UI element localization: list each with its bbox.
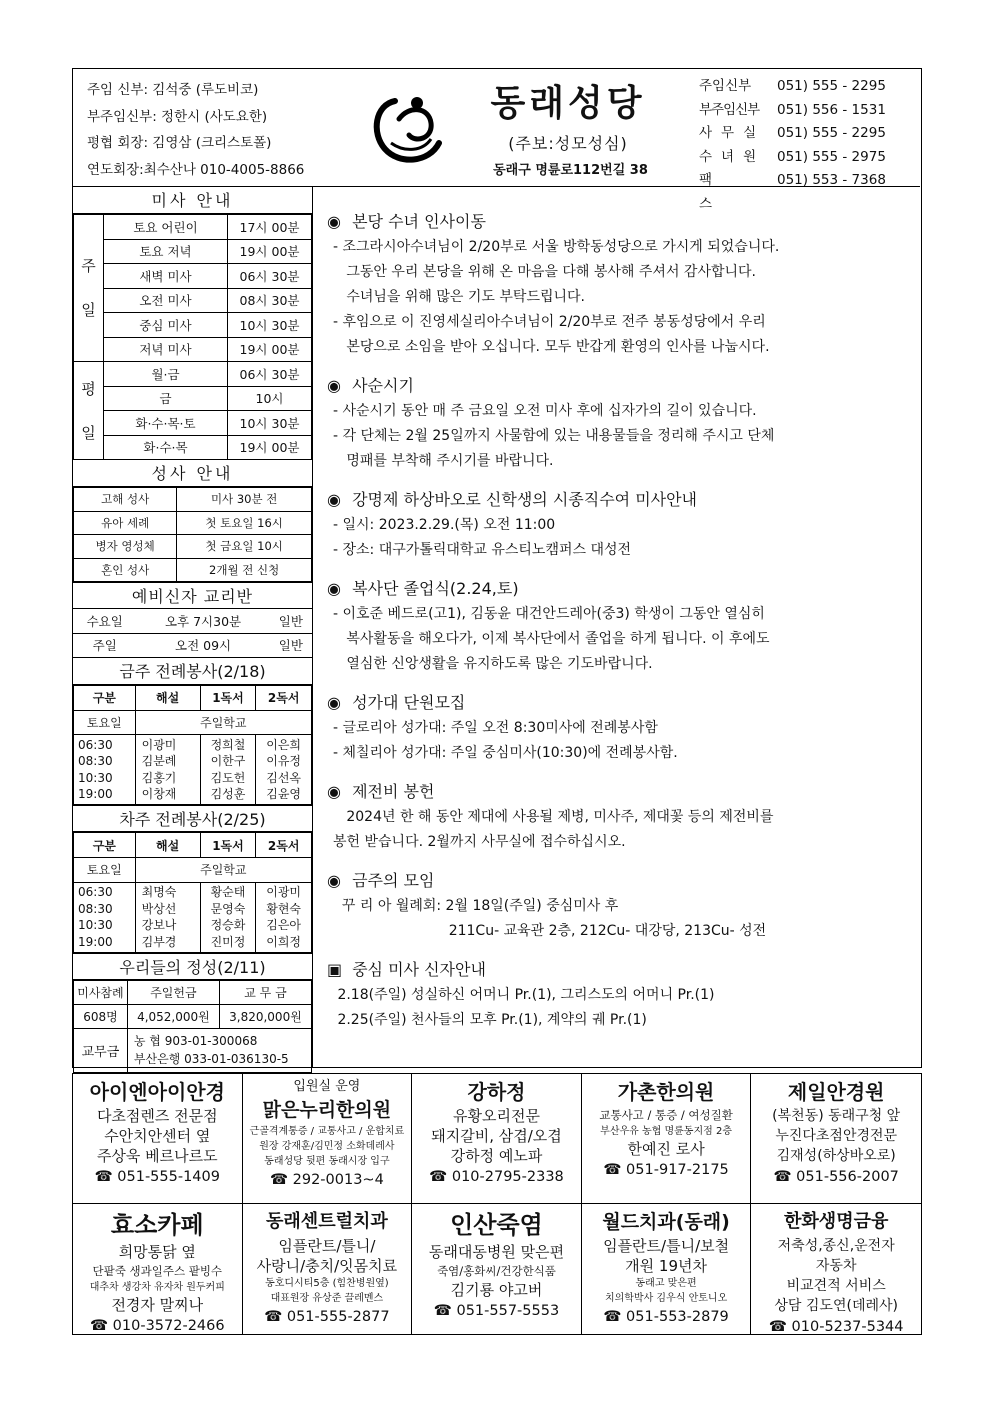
clergy-line: 연도회장:최수산나 010-4005-8866: [87, 161, 305, 178]
notice-title: 제전비 봉헌: [352, 782, 435, 801]
ad-name: 제일안경원: [787, 1080, 885, 1104]
notice-title: 성가대 단원모집: [352, 693, 466, 712]
catechumen-type: 일반: [278, 638, 303, 653]
clergy-line: 부주임신부: 정한시 (사도요한): [87, 108, 268, 125]
ad-line: 상담 김도연(데레사): [774, 1298, 898, 1314]
ad-phone: ☎ 051-553-2879: [603, 1309, 729, 1325]
bullet-icon: ◉: [327, 376, 341, 395]
ad-name: 효소카페: [110, 1211, 204, 1239]
mass-time: 06시 30분: [228, 264, 312, 289]
ad-line: 유황오리전문: [453, 1107, 540, 1125]
ad-phone: ☎ 051-555-1409: [94, 1169, 220, 1185]
ad-line: 누진다초점안경전문: [775, 1128, 898, 1144]
ad-name: 인산죽염: [450, 1211, 543, 1239]
ad-tiny: 부산우유 농협 명륜동지점 2층: [600, 1126, 732, 1137]
ad-name: 가촌한의원: [617, 1080, 715, 1104]
ad-box: [73, 1074, 243, 1204]
parish-title: 동래성당: [490, 83, 646, 124]
ad-line: 전경자 말찌나: [111, 1296, 204, 1314]
bank-account: 농 협 903-01-300068: [133, 1034, 258, 1048]
service-next-table: [73, 832, 312, 953]
col-header: 2독서: [256, 833, 312, 858]
ad-line: 임플란트/틀니/보철: [603, 1237, 730, 1255]
catechumen-day: 주일: [92, 638, 117, 653]
clergy-line: 주임 신부: 김석중 (루도비코): [87, 82, 259, 98]
notice-title: 강명제 하상바오로 신학생의 시종직수여 미사안내: [352, 490, 698, 509]
weekday-label: 평 일: [74, 362, 104, 460]
notice-title: 금주의 모임: [352, 871, 435, 890]
ad-tiny: 동래성당 뒷편 동래시장 입구: [264, 1156, 390, 1167]
notice: [327, 373, 917, 474]
mass-table: [73, 214, 312, 460]
contact-row: [699, 75, 914, 99]
saturday-label: 토요일: [74, 710, 136, 735]
ad-phone: ☎ 051-555-2877: [264, 1309, 390, 1325]
offering-header: 주일헌금: [127, 980, 219, 1004]
contact-row: [699, 146, 914, 170]
offering-value: 4,052,000원: [127, 1004, 219, 1028]
mass-name: 금: [104, 386, 228, 411]
ad-tiny: 죽염/홍화씨/건강한식품: [437, 1264, 556, 1278]
ad-tiny: 대추차 생강차 유자차 원두커피: [89, 1282, 225, 1293]
mass-name: 토요 저녁: [104, 239, 228, 264]
service-col: 이광미 김분례 김홍기 이창재: [135, 735, 200, 805]
bulletin-frame: [72, 68, 922, 1068]
notice-body: 꾸 리 아 월례회: 2월 18일(주일) 중심미사 후 211Cu- 교육관 2층, 212Cu- 대강당, 213Cu- 성전: [341, 898, 767, 939]
sacrament-name: 고해 성사: [74, 488, 177, 512]
col-header: 구분: [74, 833, 136, 858]
ad-line: 한예진 로사: [627, 1140, 705, 1158]
sacrament-when: 첫 금요일 10시: [177, 535, 312, 559]
service-this-table: [73, 685, 312, 806]
bank-account: 부산은행 033-01-036130-5: [133, 1052, 289, 1066]
ad-line: 사랑니/충치/잇몸치료: [256, 1257, 398, 1275]
contact-phone: 051) 555 - 2295: [777, 78, 886, 94]
contact-phone: 051) 556 - 1531: [777, 101, 886, 118]
square-bullet-icon: ▣: [327, 960, 343, 979]
sacrament-when: 첫 토요일 16시: [177, 511, 312, 535]
contact-label: 주임신부: [699, 78, 752, 94]
sacrament-name: 혼인 성사: [74, 558, 177, 582]
notice: [327, 868, 917, 944]
notice-heading: [327, 373, 917, 399]
mass-name: 월·금: [104, 362, 228, 387]
notice-body: - 일시: 2023.2.29.(목) 오전 11:00 - 장소: 대구가톨릭대학교 유스티노캠퍼스 대성전: [333, 517, 632, 558]
notice: [327, 487, 917, 563]
notice-heading: [327, 487, 917, 513]
service-col: 정희철 이한구 김도헌 김성훈: [200, 735, 256, 805]
mass-time: 10시 30분: [228, 411, 312, 436]
ad-tiny: 원장 강재훈/김민정 소화데레사: [259, 1141, 395, 1152]
ad-line: (복천동) 동래구청 앞: [772, 1108, 901, 1124]
offering-table: [73, 980, 312, 1073]
contact-label: 수녀원: [699, 148, 766, 165]
ad-line: 비교견적 서비스: [786, 1278, 886, 1294]
ad-line: 임플란트/틀니/: [278, 1237, 376, 1255]
notice-heading: [327, 576, 917, 602]
notice: [327, 957, 917, 1033]
ad-phone: ☎ 010-3572-2466: [89, 1318, 225, 1334]
service-col: 이광미 황현숙 김은아 이희정: [256, 882, 312, 952]
notice-heading: [327, 957, 917, 983]
ad-line: 김기룡 야고버: [450, 1281, 543, 1299]
saturday-value: 주일학교: [135, 858, 311, 883]
bullet-icon: ◉: [327, 782, 341, 801]
bullet-icon: ◉: [327, 871, 341, 890]
service-col: 이은희 이유정 김선옥 김윤영: [256, 735, 312, 805]
contact-phone: 051) 555 - 2975: [777, 148, 886, 165]
ad-phone: ☎ 051-557-5553: [433, 1303, 560, 1319]
contact-label: 팩스: [699, 172, 739, 212]
ad-line: 돼지갈비, 삼겹/오겹: [431, 1127, 562, 1145]
ad-line: 희망통닭 옆: [118, 1243, 196, 1261]
offering-header: 미사참례: [74, 980, 128, 1004]
mass-time: 17시 00분: [228, 215, 312, 240]
ad-tiny: 동호디시티5층 (힘찬병원옆): [265, 1278, 389, 1289]
bullet-icon: ◉: [327, 693, 341, 712]
notice-body: - 사순시기 동안 매 주 금요일 오전 미사 후에 십자가의 길이 있습니다. - 각 단체는 2월 25일까지 사물함에 있는 내용물들을 정리해 주시고 단체 명패를 부착해 주시기를 바랍니다.: [333, 403, 775, 469]
notice-body: - 조그라시아수녀님이 2/20부로 서울 방학동성당으로 가시게 되었습니다. 그동안 우리 본당을 위해 온 마음을 다해 봉사해 주셔서 감사합니다. 수녀님을 위해 많은 기도 부탁드립니다. - 후임으로 이 진영세실리아수녀님이 2/20부로 전주 봉동성당에서 우리 본당으로 소임을 받아 오십니다. 모두 반갑게 환영의 인사를 나눕시다.: [333, 239, 780, 355]
ad-phone: ☎ 292-0013~4: [269, 1172, 384, 1188]
service-times: 06:30 08:30 10:30 19:00: [74, 882, 136, 952]
contact-phone: 051) 553 - 7368: [777, 172, 886, 188]
col-header: 구분: [74, 685, 136, 710]
ad-name: 월드치과(동래): [602, 1211, 730, 1233]
clergy-list: [87, 77, 377, 183]
catechumen-table: [73, 609, 312, 658]
ad-tiny: 동래고 맞은편: [635, 1278, 697, 1289]
notice-heading: [327, 779, 917, 805]
ad-phone: ☎ 051-556-2007: [773, 1169, 899, 1185]
notice-heading: [327, 690, 917, 716]
notice-title: 복사단 졸업식(2.24,토): [352, 579, 519, 598]
ad-pre: 입원실 운영: [293, 1079, 361, 1094]
contact-label: 부주임신부: [699, 101, 760, 118]
sacrament-name: 병자 영성체: [74, 535, 177, 559]
mass-time: 19시 00분: [228, 239, 312, 264]
notice-heading: [327, 868, 917, 894]
sacrament-title: 성사 안내: [73, 460, 312, 487]
ad-box: [73, 1204, 243, 1334]
col-header: 1독서: [200, 833, 256, 858]
left-column: [73, 187, 313, 1067]
ad-phone: ☎ 010-5237-5344: [768, 1319, 904, 1334]
catechumen-day: 수요일: [86, 613, 123, 629]
ad-box: [243, 1204, 413, 1334]
mass-time: 10시: [228, 386, 312, 411]
sacrament-table: [73, 487, 312, 582]
notice-body: 2024년 한 해 동안 제대에 사용될 제병, 미사주, 제대꽃 등의 제전비를 봉헌 받습니다. 2월까지 사무실에 접수하십시오.: [333, 809, 774, 850]
bullet-icon: ◉: [327, 579, 341, 598]
ad-tiny: 대표원장 유상준 끌레멘스: [270, 1293, 384, 1304]
catechumen-time: 오후 7시30분: [164, 613, 242, 629]
ad-box: [243, 1074, 413, 1204]
mass-time: 19시 00분: [228, 435, 312, 460]
mass-time: 08시 30분: [228, 288, 312, 313]
notice-body: - 글로리아 성가대: 주일 오전 8:30미사에 전례봉사함 - 체칠리아 성가대: 주일 중심미사(10:30)에 전례봉사함.: [333, 720, 678, 761]
mass-time: 19시 00분: [228, 337, 312, 362]
catechumen-time: 오전 09시: [175, 638, 232, 653]
offering-title: 우리들의 정성(2/11): [73, 953, 312, 980]
service-col: 황순태 문영숙 정승화 진미정: [200, 882, 256, 952]
saturday-label: 토요일: [74, 858, 136, 883]
sacrament-when: 미사 30분 전: [177, 488, 312, 512]
col-header: 2독서: [256, 685, 312, 710]
address: 동래구 명륜로112번길 38: [493, 163, 648, 178]
contact-row: [699, 99, 914, 123]
contact-label: 사무실: [699, 125, 766, 141]
mass-title: 미사 안내: [73, 187, 312, 214]
service-next-title: 차주 전례봉사(2/25): [73, 805, 312, 832]
ad-phone: ☎ 051-917-2175: [603, 1162, 729, 1178]
contact-list: [699, 75, 914, 216]
ad-tiny: 단팥죽 생과일주스 팥빙수: [92, 1264, 223, 1278]
notice-title: 본당 수녀 인사이동: [352, 212, 486, 231]
clergy-line: 평협 회장: 김영삼 (크리스토폴): [87, 135, 272, 151]
notice-body: 2.18(주일) 성실하신 어머니 Pr.(1), 그리스도의 어머니 Pr.(1) 2.25(주일) 천사들의 모후 Pr.(1), 계약의 궤 Pr.(1): [337, 987, 715, 1028]
mass-name: 화·수·목: [104, 435, 228, 460]
ad-phone: ☎ 010-2795-2338: [429, 1169, 564, 1185]
ad-line: 동래대동병원 맞은편: [428, 1243, 565, 1261]
ad-box: [412, 1074, 582, 1204]
parish-logo-icon: [365, 83, 455, 173]
ad-name: 동래센트럴치과: [266, 1211, 388, 1232]
ad-tiny: 교통사고 / 통증 / 여성질환: [599, 1108, 733, 1122]
col-header: 해설: [135, 685, 200, 710]
notice: [327, 690, 917, 766]
tithe-label: 교무금: [74, 1028, 128, 1072]
ad-line: 김재성(하상바오로): [776, 1148, 896, 1164]
offering-value: 3,820,000원: [219, 1004, 311, 1028]
notice: [327, 779, 917, 855]
ad-tiny: 치의학박사 김우식 안토니오: [604, 1293, 728, 1304]
sacrament-when: 2개월 전 신청: [177, 558, 312, 582]
ad-name: 아이엔아이안경: [89, 1080, 225, 1104]
bullet-icon: ◉: [327, 212, 341, 231]
service-times: 06:30 08:30 10:30 19:00: [74, 735, 136, 805]
ad-box: [582, 1204, 752, 1334]
catechumen-type: 일반: [278, 613, 303, 629]
ad-line: 다초점렌즈 전문점: [96, 1107, 218, 1125]
mass-name: 오전 미사: [104, 288, 228, 313]
ad-tiny: 근골격계통증 / 교통사고 / 운합치료: [249, 1126, 405, 1137]
ad-line: 저축성,종신,운전자: [777, 1238, 895, 1254]
notice: [327, 209, 917, 360]
ad-name: 강하정: [467, 1080, 526, 1104]
ad-line: 개원 19년차: [625, 1257, 707, 1275]
mass-name: 중심 미사: [104, 313, 228, 338]
contact-row: [699, 122, 914, 146]
notice-body: - 이호준 베드로(고1), 김동윤 대건안드레아(중3) 학생이 그동안 열심히 복사활동을 해오다가, 이제 복사단에서 졸업을 하게 됩니다. 이 후에도 열심한 신앙생활을 유지하도록 많은 기도바랍니다.: [333, 606, 770, 672]
mass-name: 저녁 미사: [104, 337, 228, 362]
notice-title: 사순시기: [352, 376, 414, 395]
col-header: 1독서: [200, 685, 256, 710]
ad-box: [751, 1074, 921, 1204]
catechumen-title: 예비신자 교리반: [73, 582, 312, 609]
ad-box: [582, 1074, 752, 1204]
notices-column: [327, 209, 917, 1046]
mass-time: 10시 30분: [228, 313, 312, 338]
notice: [327, 576, 917, 677]
mass-name: 화·수·목·토: [104, 411, 228, 436]
ad-line: 주상욱 베르나르도: [96, 1147, 218, 1165]
ad-name: 한화생명금융: [784, 1211, 889, 1232]
notice-heading: [327, 209, 917, 235]
bank-accounts: [127, 1028, 311, 1072]
notice-title: 중심 미사 신자안내: [352, 960, 486, 979]
offering-value: 608명: [74, 1004, 128, 1028]
ad-line: 강하정 예노파: [450, 1147, 543, 1165]
mass-name: 토요 어린이: [104, 215, 228, 240]
mass-name: 새벽 미사: [104, 264, 228, 289]
col-header: 해설: [135, 833, 200, 858]
ad-box: [751, 1204, 921, 1334]
ad-line: 자동차: [815, 1258, 857, 1274]
sunday-label: 주 일: [74, 215, 104, 362]
contact-phone: 051) 555 - 2295: [777, 125, 886, 141]
bullet-icon: ◉: [327, 490, 341, 509]
patron-saint: (주보:성모성심): [508, 134, 628, 153]
ad-box: [412, 1204, 582, 1334]
ad-name: 맑은누리한의원: [262, 1099, 392, 1121]
offering-header: 교 무 금: [219, 980, 311, 1004]
ad-line: 수안치안센터 옆: [104, 1127, 211, 1145]
ads-grid: [72, 1073, 922, 1335]
sacrament-name: 유아 세례: [74, 511, 177, 535]
service-col: 최명숙 박상선 강보나 김부경: [135, 882, 200, 952]
saturday-value: 주일학교: [135, 710, 311, 735]
mass-time: 06시 30분: [228, 362, 312, 387]
service-this-title: 금주 전례봉사(2/18): [73, 658, 312, 685]
